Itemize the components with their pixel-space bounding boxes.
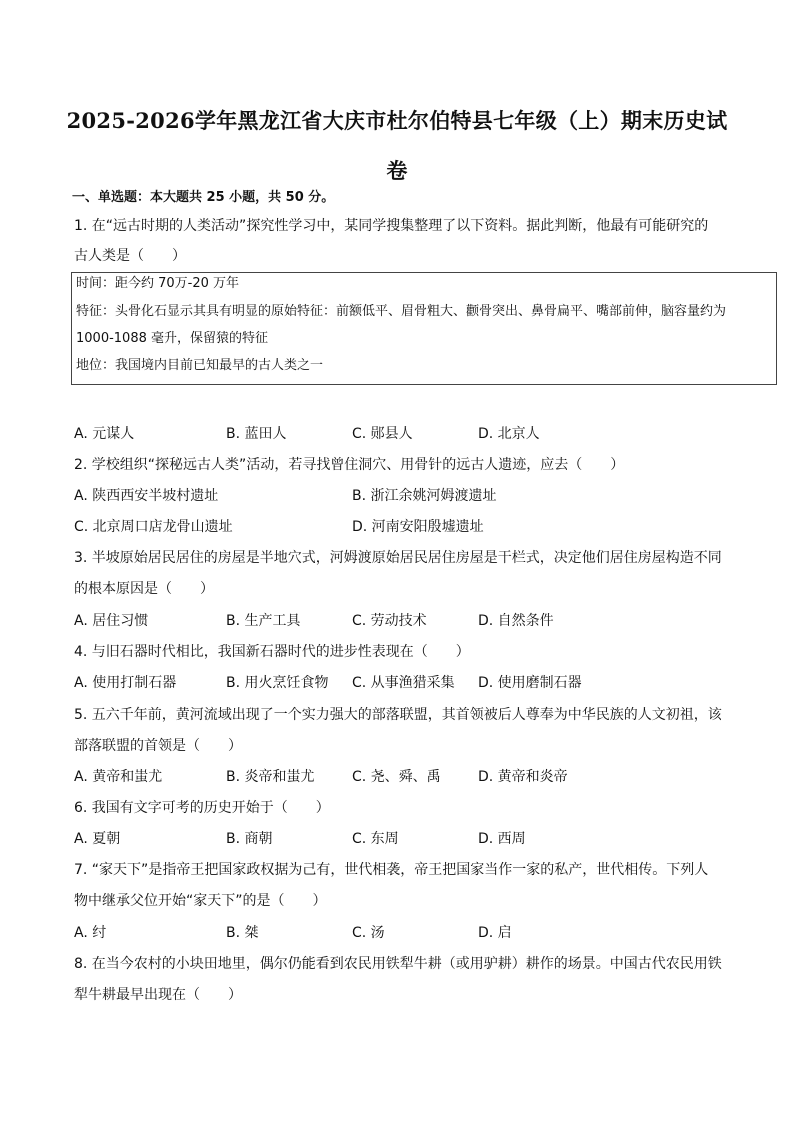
question-3-stem-line-2: 的根本原因是（ ） bbox=[74, 581, 214, 597]
option-b[interactable]: B. 用火烹饪食物 bbox=[226, 675, 329, 691]
option-d[interactable]: D. 黄帝和炎帝 bbox=[478, 769, 568, 785]
option-a[interactable]: A. 黄帝和蚩尤 bbox=[74, 769, 163, 785]
question-2-stem: 2. 学校组织“探秘远古人类”活动，若寻找曾住洞穴、用骨针的远古人遗迹，应去（ ） bbox=[74, 457, 625, 473]
option-d[interactable]: D. 自然条件 bbox=[478, 613, 554, 629]
option-c[interactable]: C. 劳动技术 bbox=[352, 613, 427, 629]
option-d[interactable]: D. 北京人 bbox=[478, 426, 540, 442]
question-8-stem-line-1: 8. 在当今农村的小块田地里，偶尔仍能看到农民用铁犁牛耕（或用驴耕）耕作的场景。中国古代农民用铁 bbox=[74, 956, 722, 972]
question-4-stem: 4. 与旧石器时代相比，我国新石器时代的进步性表现在（ ） bbox=[74, 644, 470, 660]
option-d[interactable]: D. 西周 bbox=[478, 831, 526, 847]
title-line-1: 2025-2026学年黑龙江省大庆市杜尔伯特县七年级（上）期末历史试 bbox=[66, 108, 728, 133]
option-a[interactable]: A. 夏朝 bbox=[74, 831, 121, 847]
question-7-stem-line-1: 7. “家天下”是指帝王把国家政权据为己有，世代相袭，帝王把国家当作一家的私产，世代相传。下列人 bbox=[74, 862, 709, 878]
material-line: 地位：我国境内目前已知最早的古人类之一 bbox=[76, 358, 324, 373]
title-line-2: 卷 bbox=[386, 158, 408, 183]
page-title bbox=[60, 96, 734, 196]
question-6-stem: 6. 我国有文字可考的历史开始于（ ） bbox=[74, 800, 330, 816]
option-b[interactable]: B. 桀 bbox=[226, 925, 259, 941]
option-c[interactable]: C. 从事渔猎采集 bbox=[352, 675, 455, 691]
option-c[interactable]: C. 北京周口店龙骨山遗址 bbox=[74, 519, 233, 535]
option-a[interactable]: A. 纣 bbox=[74, 925, 107, 941]
section-heading: 一、单选题：本大题共 25 小题，共 50 分。 bbox=[72, 190, 335, 205]
option-b[interactable]: B. 浙江余姚河姆渡遗址 bbox=[352, 488, 497, 504]
question-5-stem-line-1: 5. 五六千年前，黄河流域出现了一个实力强大的部落联盟，其首领被后人尊奉为中华民族的人文初祖，该 bbox=[74, 707, 722, 723]
option-c[interactable]: C. 郧县人 bbox=[352, 426, 413, 442]
option-d[interactable]: D. 启 bbox=[478, 925, 512, 941]
material-line: 1000-1088 毫升，保留猿的特征 bbox=[76, 331, 268, 346]
material-line: 时间：距今约 70万-20 万年 bbox=[76, 276, 240, 291]
option-a[interactable]: A. 元谋人 bbox=[74, 426, 135, 442]
option-a[interactable]: A. 居住习惯 bbox=[74, 613, 149, 629]
question-1-stem-line-1: 1. 在“远古时期的人类活动”探究性学习中，某同学搜集整理了以下资料。据此判断，他最有可能研究的 bbox=[74, 218, 709, 234]
option-d[interactable]: D. 河南安阳殷墟遗址 bbox=[352, 519, 484, 535]
option-c[interactable]: C. 东周 bbox=[352, 831, 399, 847]
question-3-stem-line-1: 3. 半坡原始居民居住的房屋是半地穴式，河姆渡原始居民居住房屋是干栏式，决定他们居住房屋构造不同 bbox=[74, 550, 722, 566]
question-5-stem-line-2: 部落联盟的首领是（ ） bbox=[74, 738, 242, 754]
question-1-material-box bbox=[71, 272, 777, 385]
option-d[interactable]: D. 使用磨制石器 bbox=[478, 675, 582, 691]
material-line: 特征：头骨化石显示其具有明显的原始特征：前额低平、眉骨粗大、颧骨突出、鼻骨扁平、嘴部前伸，脑容量约为 bbox=[76, 304, 727, 319]
question-8-stem-line-2: 犁牛耕最早出现在（ ） bbox=[74, 987, 242, 1003]
option-b[interactable]: B. 生产工具 bbox=[226, 613, 301, 629]
option-a[interactable]: A. 使用打制石器 bbox=[74, 675, 177, 691]
option-b[interactable]: B. 商朝 bbox=[226, 831, 273, 847]
option-c[interactable]: C. 汤 bbox=[352, 925, 385, 941]
option-a[interactable]: A. 陕西西安半坡村遗址 bbox=[74, 488, 219, 504]
question-7-stem-line-2: 物中继承父位开始“家天下”的是（ ） bbox=[74, 893, 327, 909]
question-1-stem-line-2: 古人类是（ ） bbox=[74, 248, 186, 264]
option-b[interactable]: B. 蓝田人 bbox=[226, 426, 287, 442]
option-c[interactable]: C. 尧、舜、禹 bbox=[352, 769, 441, 785]
option-b[interactable]: B. 炎帝和蚩尤 bbox=[226, 769, 315, 785]
